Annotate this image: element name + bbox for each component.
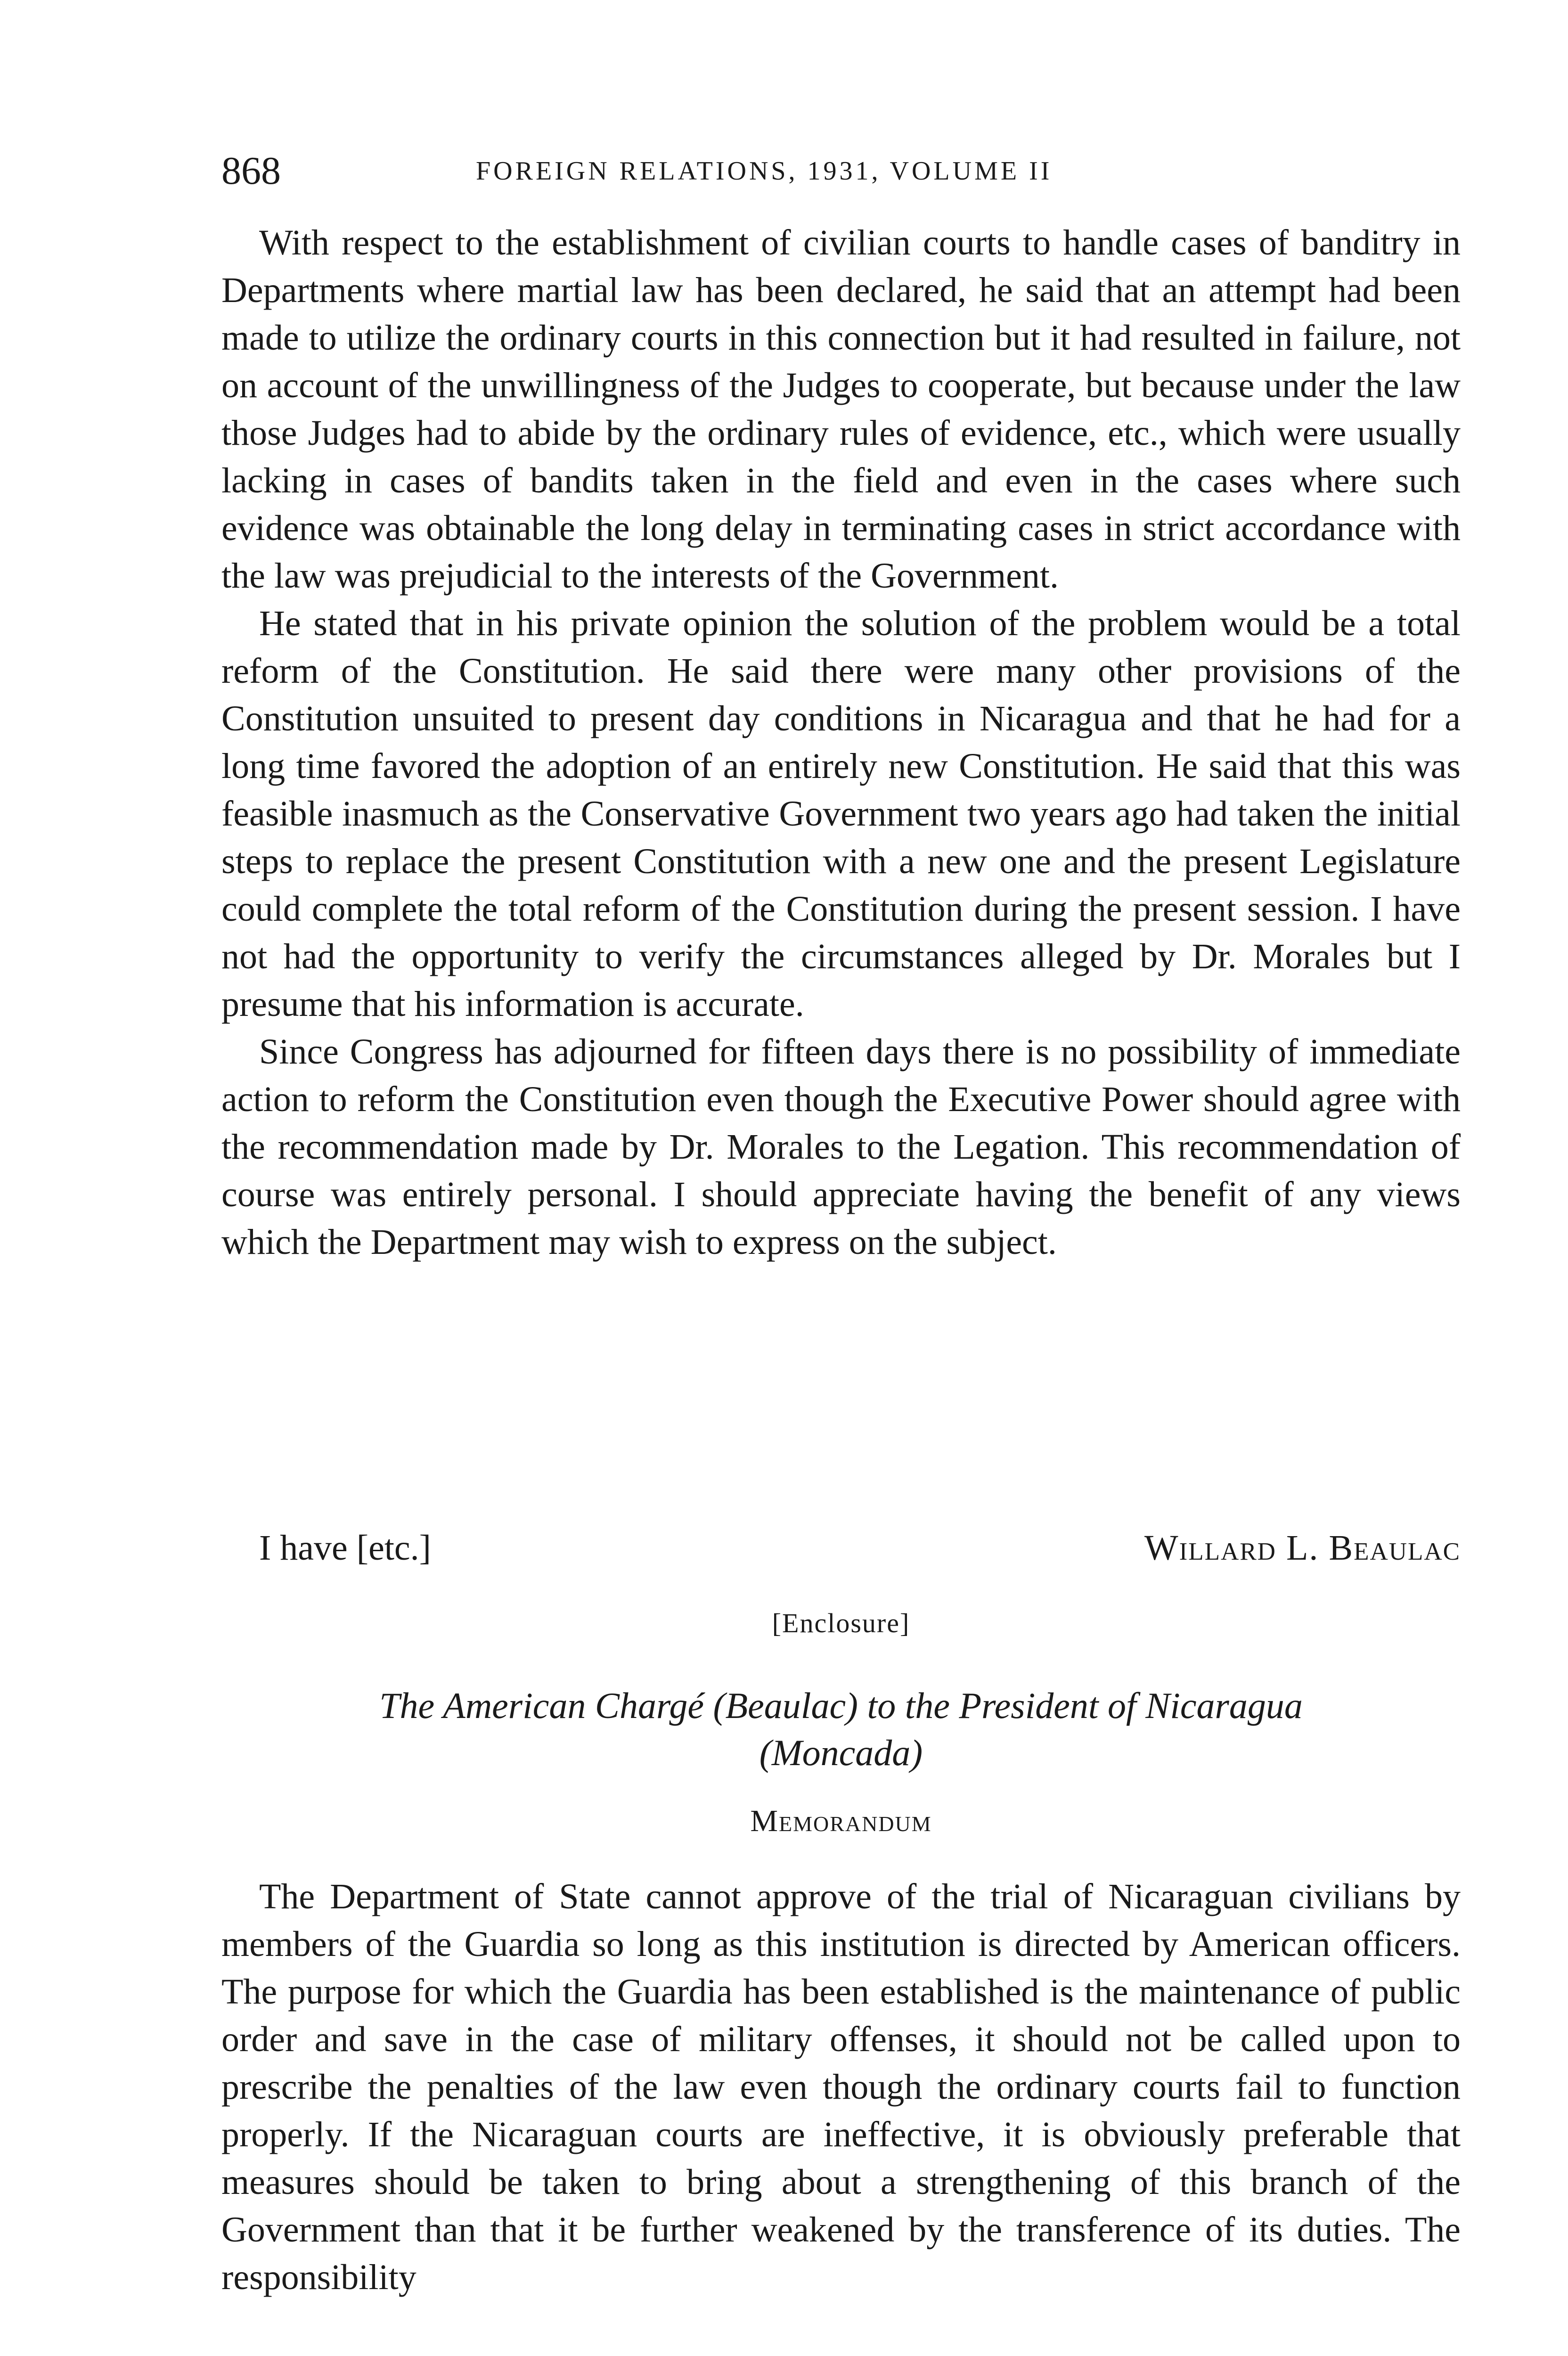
letter-paragraph: Since Congress has adjourned for fifteen days there is no possibility of immediate action to reform the Constitution even though the Executive Power should agree with the recommendation made by Dr. Morales to the Legation. This recommendation of course was entirely personal. I should appreciate having the benefit of any views which the Department may wish to express on the subject. <box>221 1032 1461 1262</box>
memorandum-heading: Memorandum <box>750 1804 932 1838</box>
page-header <box>221 145 1494 197</box>
letter-paragraph: He stated that in his private opinion the solution of the problem would be a total reform of the Constitution. He said there were many other provisions of the Constitution unsuited to present day conditions in Nicaragua and that he had for a long time favored the adoption of an entirely new Constitution. He said that this was feasible inasmuch as the Conservative Government two years ago had taken the initial steps to replace the present Constitution with a new one and the present Legislature could complete the total reform of the Constitution during the present session. I have not had the opportunity to verify the circumstances alleged by Dr. Morales but I presume that his information is accurate. <box>221 604 1461 1024</box>
enclosure-label: [Enclosure] <box>772 1608 910 1638</box>
page-number: 868 <box>221 149 281 193</box>
letter-paragraph: With respect to the establishment of civilian courts to handle cases of banditry in Departments where martial law has been declared, he said that an attempt had been made to utilize the ordinary courts in this connection but it had resulted in failure, not on account of the unwillingness of the Judges to cooperate, but because under the law those Judges had to abide by the ordinary rules of evidence, etc., which were usually lacking in cases of bandits taken in the field and even in the cases where such evidence was obtainable the long delay in terminating cases in strict accordance with the law was prejudicial to the interests of the Government. <box>221 223 1461 596</box>
enclosure-heading <box>221 1682 1461 1776</box>
memorandum-body <box>221 1873 1461 2301</box>
enclosure-heading-line2: (Moncada) <box>759 1732 923 1773</box>
running-head: FOREIGN RELATIONS, 1931, VOLUME II <box>476 156 1053 186</box>
closing-text: I have [etc.] <box>259 1528 431 1568</box>
letter-body <box>221 219 1461 1266</box>
enclosure-heading-line1: The American Chargé (Beaulac) to the President of Nicaragua <box>379 1685 1303 1726</box>
signature: Willard L. Beaulac <box>1144 1528 1461 1568</box>
signoff <box>259 1522 1461 1574</box>
memorandum-paragraph: The Department of State cannot approve of the trial of Nicaraguan civilians by members of the Guardia so long as this institution is directed by American officers. The purpose for which the Guardia has been established is the maintenance of public order and save in the case of military offenses, it should not be called upon to prescribe the penalties of the law even though the ordinary courts fail to function properly. If the Nicaraguan courts are ineffective, it is obviously preferable that measures should be taken to bring about a strengthening of this branch of the Government than that it be further weakened by the transference of its duties. The responsibility <box>221 1877 1461 2297</box>
